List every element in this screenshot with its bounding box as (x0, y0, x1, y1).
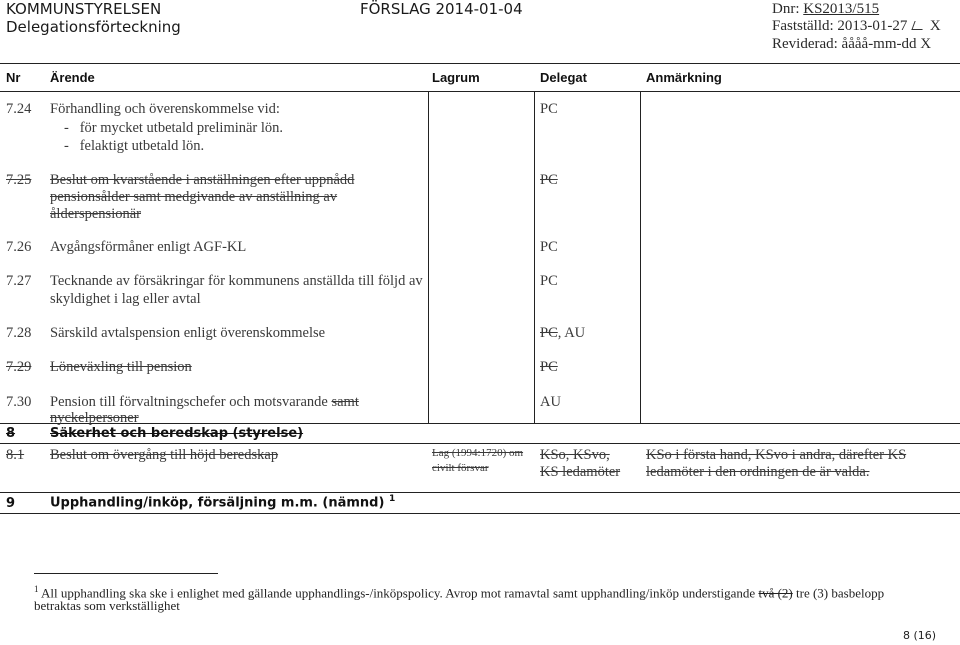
section-8-title: Säkerhet och beredskap (styrelse) (50, 426, 304, 441)
row-7-30-text-b: samt (331, 394, 359, 410)
revid-date: Reviderad: åååå-mm-dd (772, 36, 917, 52)
row-7-26-nr: 7.26 (6, 239, 32, 255)
footnote-text-a: All upphandling ska ske i enlighet med gällande upphandlings-/inköpspolicy. Avrop mot ramavtal samt upphandling/inköp understigande (38, 585, 759, 601)
row-7-24-text1: Förhandling och överenskommelse vid: (50, 101, 280, 117)
col-divider-lagrum (428, 91, 429, 423)
col-header-arende: Ärende (50, 70, 95, 85)
row-7-28-delegat-au: , AU (557, 325, 586, 341)
row-7-29-text: Löneväxling till pension (50, 359, 192, 375)
fastst-date: Fastställd: 2013-01-27 (772, 18, 908, 34)
footnote-text-strike: två (2) (758, 585, 793, 601)
dnr-label: Dnr: (772, 1, 800, 17)
section9-top-rule (0, 492, 960, 493)
row-7-25-text2: pensionsålder samt medgivande av anställning av (50, 189, 338, 205)
col-header-nr: Nr (6, 70, 21, 85)
row-7-29-nr: 7.29 (6, 359, 32, 375)
row-7-30-text-a: Pension till förvaltningschefer och motsvarande (50, 394, 332, 410)
row-7-30-nr: 7.30 (6, 394, 32, 410)
row-8-1-anm1: KSo i första hand, KSvo i andra, därefter KS (646, 447, 907, 463)
dnr-value[interactable]: KS2013/515 (803, 1, 880, 17)
row-7-26-text: Avgångsförmåner enligt AGF-KL (50, 239, 247, 255)
col-divider-delegat-a (534, 91, 535, 423)
footnote-text-b: tre (3) basbelopp (792, 585, 885, 601)
row-7-27-delegat: PC (540, 273, 558, 289)
section-9-title (50, 494, 395, 510)
section-9-title-text: Upphandling/inköp, försäljning m.m. (nämnd) (50, 495, 385, 511)
row-7-28-nr: 7.28 (6, 325, 32, 341)
fastst-line (772, 18, 941, 35)
footnote-line2: betraktas som verkställighet (34, 598, 180, 613)
dnr-line (772, 1, 879, 18)
section8-bottom-rule (0, 443, 960, 444)
section8-top-rule (0, 423, 960, 424)
row-7-25-text1: Beslut om kvarstående i anställningen efter uppnådd (50, 172, 355, 188)
row-7-28-delegat-pc: PC (540, 325, 558, 341)
col-header-delegat: Delegat (540, 70, 587, 85)
row-7-28-text: Särskild avtalspension enligt överenskommelse (50, 325, 326, 341)
header-bottom-rule (0, 91, 960, 92)
revid-line (772, 36, 931, 53)
row-7-25-text3: ålderspensionär (50, 206, 141, 222)
section-9-nr: 9 (6, 496, 16, 511)
row-8-1-lagrum2: civilt försvar (432, 462, 489, 474)
row-7-24-delegat: PC (540, 101, 558, 117)
fastst-corner-mark (912, 21, 926, 30)
row-7-24-nr: 7.24 (6, 101, 32, 117)
row-8-1-delegat1: KSo, KSvo, (540, 447, 610, 463)
org-name: KOMMUNSTYRELSEN (6, 0, 162, 18)
row-7-30-text2: nyckelpersoner (50, 410, 139, 426)
fastst-x: X (929, 18, 941, 34)
revid-x: X (920, 36, 932, 52)
row-8-1-delegat2: KS ledamöter (540, 464, 621, 480)
row-7-30-delegat: AU (540, 394, 561, 410)
footnote-separator (34, 573, 218, 574)
row-7-24-text3: - felaktigt utbetald lön. (64, 138, 205, 154)
row-8-1-lagrum1: Lag (1994:1720) om (432, 447, 524, 459)
draft-label: FÖRSLAG 2014-01-04 (360, 0, 523, 18)
row-7-27-text2: skyldighet i lag eller avtal (50, 291, 201, 307)
row-7-27-text1: Tecknande av försäkringar för kommunens anställda till följd av (50, 273, 423, 289)
footnote-mark: 1 (34, 584, 39, 594)
col-divider-delegat-b (640, 91, 641, 423)
row-7-28-delegat (540, 324, 585, 343)
row-8-1-nr: 8.1 (6, 447, 25, 463)
col-header-lagrum: Lagrum (432, 70, 480, 85)
row-7-24-text2: - för mycket utbetald preliminär lön. (64, 120, 284, 136)
row-7-29-delegat: PC (540, 359, 558, 375)
row-7-25-delegat: PC (540, 172, 558, 188)
row-7-25-nr: 7.25 (6, 172, 32, 188)
table-top-rule (0, 63, 960, 64)
section9-bottom-rule (0, 513, 960, 514)
row-8-1-anm2: ledamöter i den ordningen de är valda. (646, 464, 870, 480)
row-7-27-nr: 7.27 (6, 273, 32, 289)
row-8-1-text: Beslut om övergång till höjd beredskap (50, 447, 279, 463)
footnote-ref[interactable]: 1 (388, 494, 396, 504)
col-header-anmarkning: Anmärkning (646, 70, 722, 85)
document-title: Delegationsförteckning (6, 18, 181, 36)
page-number: 8 (16) (903, 629, 937, 642)
section-8-nr: 8 (6, 426, 16, 441)
row-7-26-delegat: PC (540, 239, 558, 255)
